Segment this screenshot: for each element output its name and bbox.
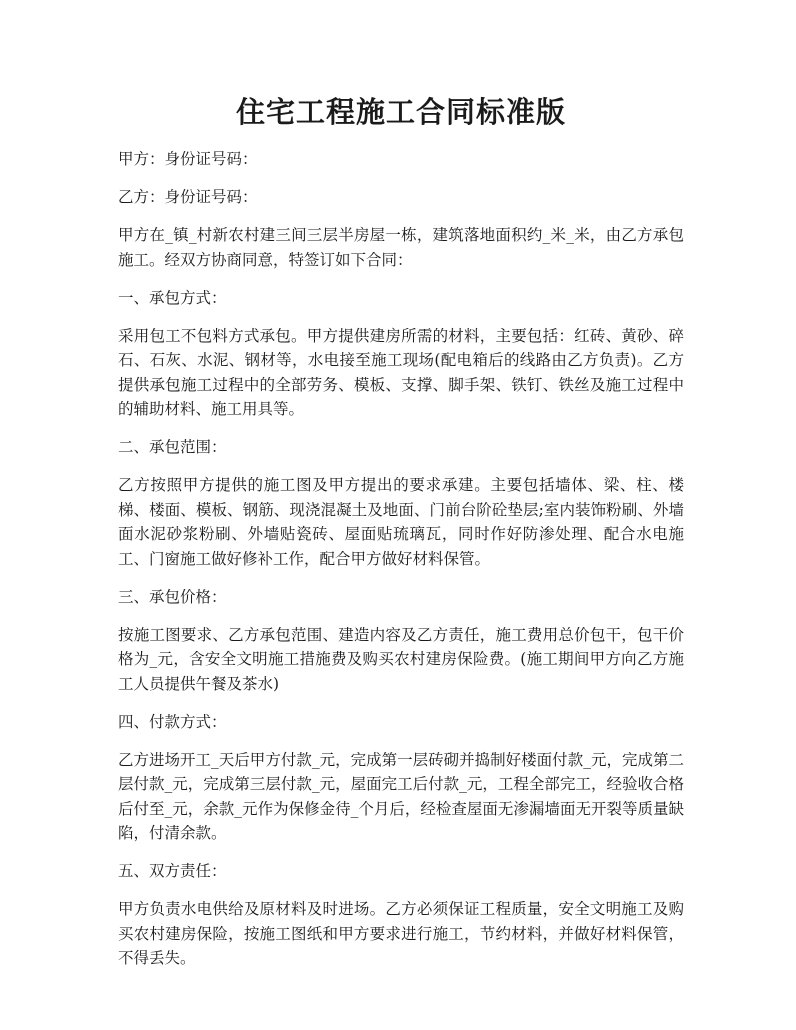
document-page [118,92,684,984]
party-b-line: 乙方：身份证号码： [118,188,258,206]
section-heading-payment-method: 四、付款方式： [118,712,227,731]
section-heading-contract-method: 一、承包方式： [118,288,227,307]
contract-method-paragraph: 采用包工不包料方式承包。甲方提供建房所需的材料，主要包括：红砖、黄砂、碎石、石灰、水泥、钢材等，水电接至施工现场(配电箱后的线路由乙方负责)。乙方提供承包施工过程中的全部劳务、模板、支撑、脚手架、铁钉、铁丝及施工过程中的辅助材料、施工用具等。 [118,326,684,418]
section-heading-responsibilities: 五、双方责任： [118,862,227,880]
intro-paragraph: 甲方在_镇_村新农村建三间三层半房屋一栋，建筑落地面积约_米_米，由乙方承包施工。经双方协商同意，特签订如下合同： [118,226,684,269]
section-heading-contract-price: 三、承包价格： [118,587,227,606]
responsibilities-paragraph: 甲方负责水电供给及原材料及时进场。乙方必须保证工程质量，安全文明施工及购买农村建房保险，按施工图纸和甲方要求进行施工，节约材料，并做好材料保管，不得丢失。 [118,900,684,967]
document-title: 住宅工程施工合同标准版 [235,95,566,129]
contract-scope-paragraph: 乙方按照甲方提供的施工图及甲方提出的要求承建。主要包括墙体、梁、柱、楼梯、楼面、模板、钢筋、现浇混凝土及地面、门前台阶砼垫层;室内装饰粉刷、外墙面水泥砂浆粉刷、外墙贴瓷砖、屋面贴琉璃瓦，同时作好防渗处理、配合水电施工、门窗施工做好修补工作，配合甲方做好材料保管。 [118,476,684,568]
section-heading-contract-scope: 二、承包范围： [118,438,227,456]
payment-method-paragraph: 乙方进场开工_天后甲方付款_元，完成第一层砖砌并捣制好楼面付款_元，完成第二层付款_元，完成第三层付款_元，屋面完工后付款_元，工程全部完工，经验收合格后付至_元，余款_元作为保修金待_个月后，经检查屋面无渗漏墙面无开裂等质量缺陷，付清余款。 [118,750,684,842]
party-a-line: 甲方：身份证号码： [118,150,258,168]
contract-price-paragraph: 按施工图要求、乙方承包范围、建造内容及乙方责任，施工费用总价包干，包干价格为_元，含安全文明施工措施费及购买农村建房保险费。(施工期间甲方向乙方施工人员提供午餐及茶水) [118,625,684,693]
